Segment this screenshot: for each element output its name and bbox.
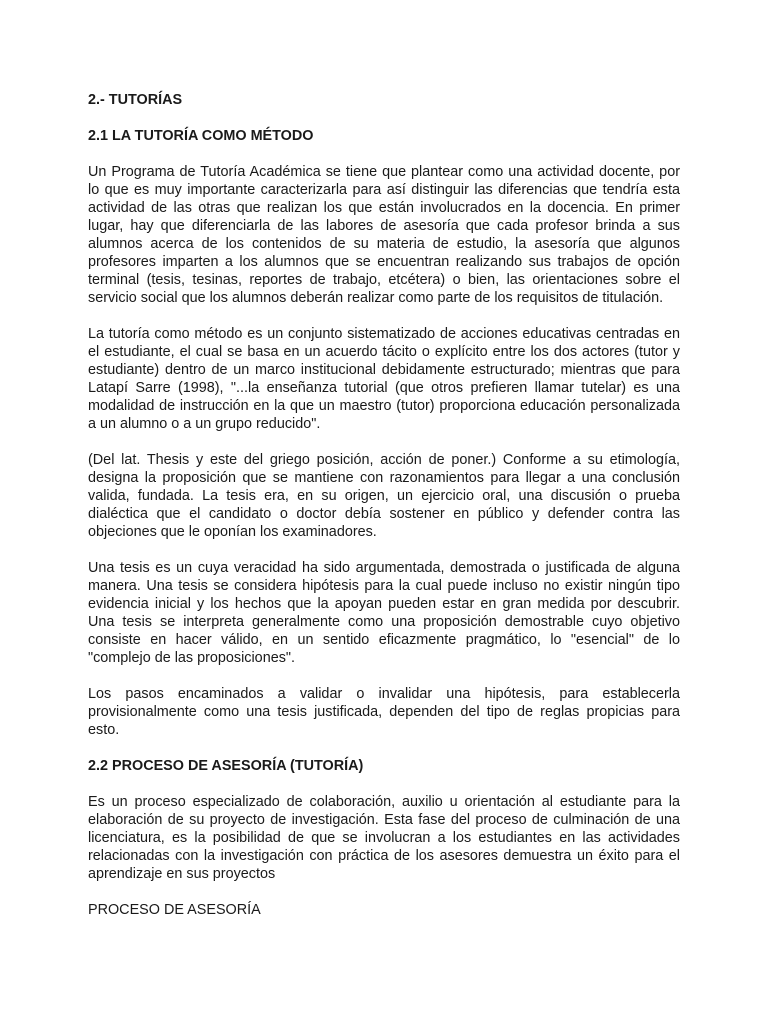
paragraph: Un Programa de Tutoría Académica se tiene que plantear como una actividad docente, por lo que es muy importante caracterizarla para así distinguir las diferencias que tendría esta actividad de las otras que realizan los que están involucrados en la docencia. En primer lugar, hay que diferenciarla de las labores de asesoría que cada profesor brinda a sus alumnos acerca de los contenidos de su materia de estudio, la asesoría que algunos profesores imparten a los alumnos que se encuentran realizando sus trabajos de opción terminal (tesis, tesinas, reportes de trabajo, etcétera) o bien, las orientaciones sobre el servicio social que los alumnos deberán realizar como parte de los requisitos de titulación. xyxy=(88,164,680,306)
paragraph: Los pasos encaminados a validar o invalidar una hipótesis, para establecerla provisionalmente como una tesis justificada, dependen del tipo de reglas propicias para esto. xyxy=(88,686,680,738)
trailing-heading: PROCESO DE ASESORÍA xyxy=(88,902,261,918)
paragraph: La tutoría como método es un conjunto sistematizado de acciones educativas centradas en el estudiante, el cual se basa en un acuerdo tácito o explícito entre los dos actores (tutor y estudiante) dentro de un marco institucional debidamente estructurado; mientras que para Latapí Sarre (1998), "...la enseñanza tutorial (que otros prefieren llamar tutelar) es una modalidad de instrucción en la que un maestro (tutor) proporciona educación personalizada a un alumno o a un grupo reducido". xyxy=(88,326,680,432)
heading-section-tutoria-metodo: 2.1 LA TUTORÍA COMO MÉTODO xyxy=(88,128,314,144)
document-page xyxy=(88,91,680,919)
heading-section-proceso-asesoria: 2.2 PROCESO DE ASESORÍA (TUTORÍA) xyxy=(88,758,364,774)
paragraph: (Del lat. Thesis y este del griego posición, acción de poner.) Conforme a su etimología, designa la proposición que se mantiene con razonamientos para llegar a una conclusión valida, fundada. La tesis era, en su origen, un ejercicio oral, una discusión o prueba dialéctica que el candidato o doctor debía sostener en público y defender contra las objeciones que le oponían los examinadores. xyxy=(88,452,680,540)
heading-main: 2.- TUTORÍAS xyxy=(88,92,183,108)
paragraph: Una tesis es un cuya veracidad ha sido argumentada, demostrada o justificada de alguna manera. Una tesis se considera hipótesis para la cual puede incluso no existir ningún tipo evidencia inicial y los hechos que la apoyan pueden estar en gran medida por descubrir. Una tesis se interpreta generalmente como una proposición demostrable cuyo objetivo consiste en hacer válido, en un sentido eficazmente pragmático, lo "esencial" de lo "complejo de las proposiciones". xyxy=(88,560,680,666)
paragraph: Es un proceso especializado de colaboración, auxilio u orientación al estudiante para la elaboración de su proyecto de investigación. Esta fase del proceso de culminación de una licenciatura, es la posibilidad de que se involucran a los estudiantes en las actividades relacionadas con la investigación con práctica de los asesores demuestra un éxito para el aprendizaje en sus proyectos xyxy=(88,794,680,882)
